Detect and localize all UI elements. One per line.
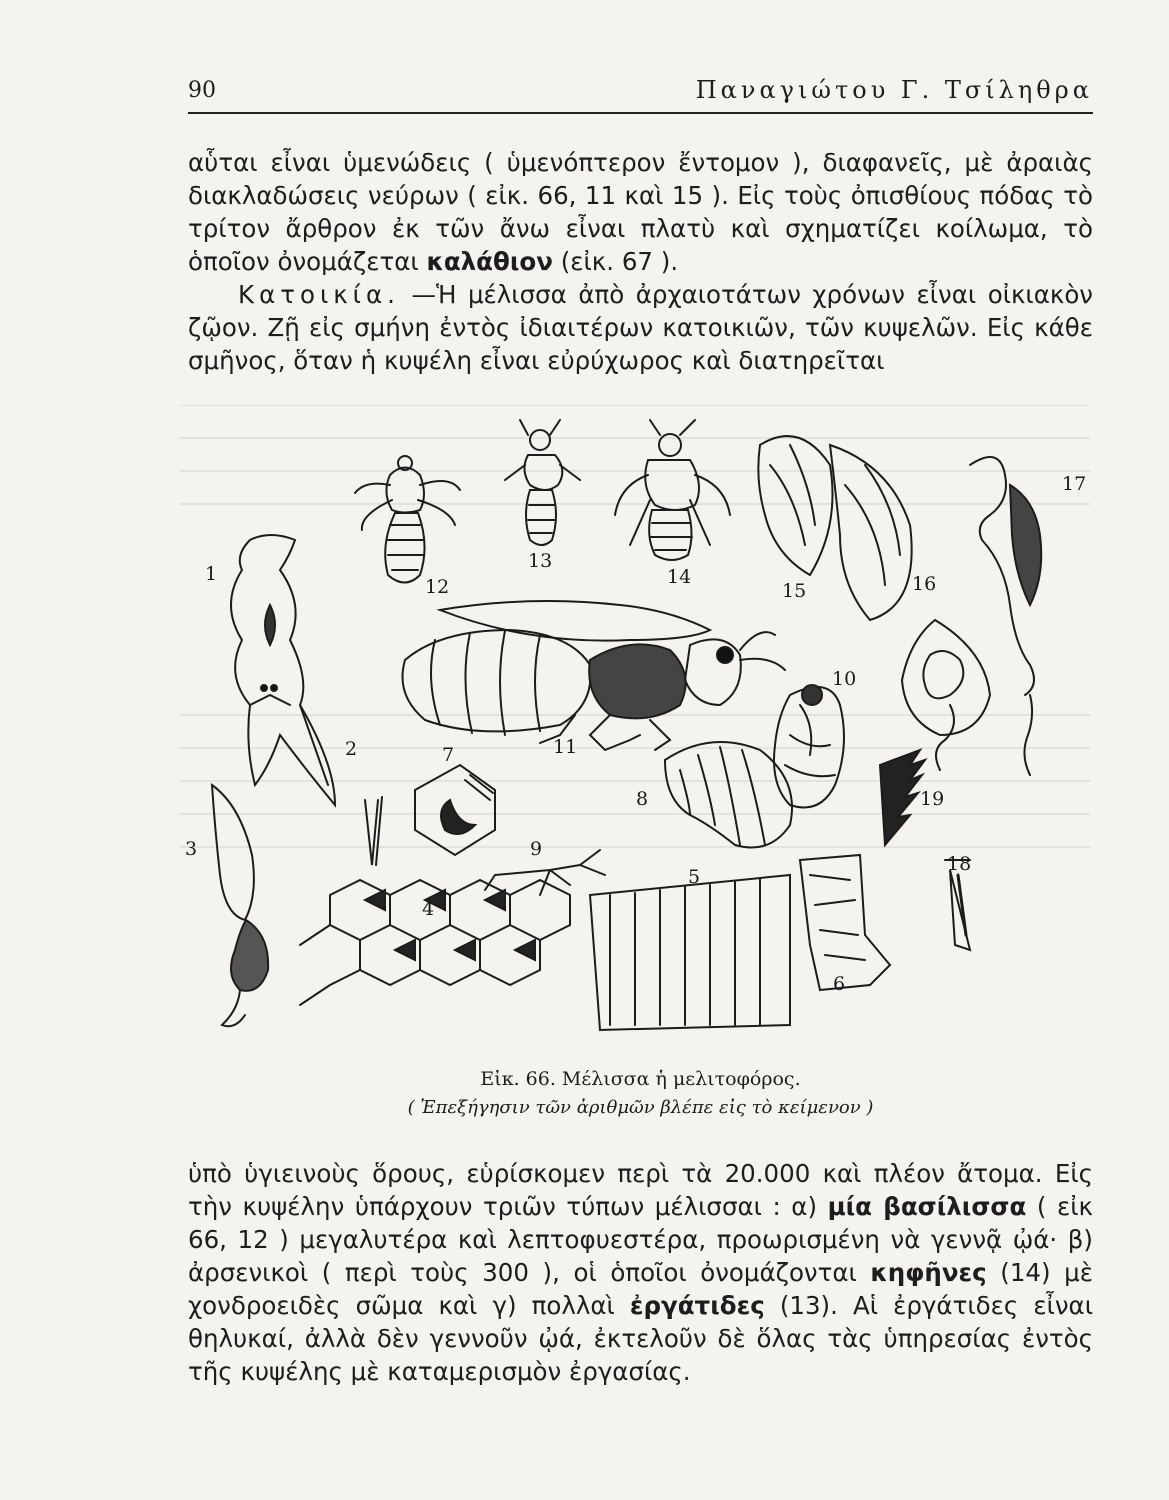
section-heading-katoikia: Κατοικία.	[238, 280, 400, 309]
figure-caption: Εἰκ. 66. Μέλισσα ἡ μελιτοφόρος.	[480, 1068, 801, 1090]
page-header	[188, 72, 1093, 112]
drawing-honeycomb-4	[300, 880, 570, 1005]
bold-term-kalathion: καλάθιον	[426, 247, 553, 276]
drawing-drone-14	[615, 420, 730, 560]
text-run: (εἰκ. 67 ).	[552, 247, 679, 276]
bottom-text-block	[188, 1157, 1093, 1388]
figure-label: 13	[528, 550, 553, 572]
drawing-wax-6	[800, 855, 890, 990]
drawing-worker-13	[505, 420, 580, 545]
header-rule	[188, 112, 1093, 114]
bold-term-drones: κηφῆνες	[870, 1258, 987, 1287]
drawing-larva-8	[665, 742, 792, 848]
figure-label: 9	[530, 838, 543, 860]
figure-label: 16	[912, 573, 937, 595]
text-run: αὗται εἶναι ὑμενώδεις ( ὑμενόπτερον ἔντομον ), διαφανεῖς, μὲ ἀραιὰς διακλαδώσεις νεύρων ( εἰκ. 66, 11 καὶ 15 ). Εἰς τοὺς ὀπισθίους πόδας τὸ τρίτον ἄρθρον ἐκ τῶν ἄνω εἶναι πλατὺ καὶ σχηματίζει κοίλωμα, τὸ ὁποῖον ὀνομάζεται	[188, 148, 1093, 276]
drawing-barbs-19	[880, 750, 925, 845]
drawing-bee-side-11	[403, 601, 786, 750]
bold-term-workers: ἐργάτιδες	[629, 1291, 765, 1320]
figure-label: 10	[832, 668, 857, 690]
figure-label: 6	[833, 973, 846, 995]
drawing-hex-cell-7	[415, 765, 495, 855]
text-run: ὑπὸ ὑγιεινοὺς ὅρους, εὑρίσκομεν περὶ τὰ 20.000 καὶ πλέον ἄτομα. Εἰς τὴν κυψέλην ὑπάρχουν τριῶν τύπων μέλισσαι : α)	[188, 1159, 1093, 1221]
figure-label: 18	[947, 853, 972, 875]
page-number: 90	[188, 78, 216, 103]
figure-caption-note: ( Ἐπεξήγησιν τῶν ἀριθμῶν βλέπε εἰς τὸ κείμενον )	[407, 1097, 874, 1118]
running-head: Παναγιώτου Γ. Τσίληθρα	[695, 76, 1093, 104]
figure-label: 4	[422, 898, 435, 920]
figure-label: 7	[442, 744, 455, 766]
top-text-block	[188, 146, 1093, 377]
text-run: ( εἰκ 66, 12 ) μεγαλυτέρα καὶ λεπτοφυεστέρα, προωρισμένη νὰ γεννᾷ ᾠά· β) ἀρσενικοὶ ( περὶ τοὺς 300 ), οἱ ὁποῖοι ὀνομάζονται	[188, 1192, 1093, 1287]
drawing-queen-12	[355, 456, 460, 583]
figure-label: 14	[667, 566, 692, 588]
figure-label: 1	[205, 563, 218, 585]
text-run: (14) μὲ χονδροειδὲς σῶμα καὶ γ) πολλαὶ	[188, 1258, 1093, 1320]
drawing-tract-17	[970, 457, 1041, 775]
drawing-branch-9	[485, 850, 605, 895]
drawing-pupa-10	[774, 685, 844, 808]
figure-label: 5	[688, 866, 701, 888]
paragraph-katoikia	[188, 278, 1093, 377]
text-run: (13). Αἱ ἐργάτιδες εἶναι θηλυκαί, ἀλλὰ δὲν γεννοῦν ᾠά, ἐκτελοῦν δὲ ὅλας τὰς ὑπηρεσίας ἐντὸς τῆς κυψέλης μὲ καταμερισμὸν ἐργασίας.	[188, 1291, 1093, 1386]
drawing-cells-side-5	[590, 875, 790, 1030]
drawing-mouthparts-1	[231, 535, 335, 805]
figure-label: 15	[782, 580, 807, 602]
figure-label: 12	[425, 576, 450, 598]
figure-label: 17	[1062, 473, 1087, 495]
paragraph-wings	[188, 146, 1093, 278]
drawing-hind-leg-3	[212, 785, 268, 1026]
figure-label: 8	[636, 788, 649, 810]
bold-term-queen: μία βασίλισσα	[827, 1192, 1027, 1221]
figure-label: 3	[185, 838, 198, 860]
figure-label: 2	[345, 738, 358, 760]
figure-label: 11	[553, 736, 578, 758]
figure-label: 19	[920, 788, 945, 810]
figure-66-bee-illustration	[150, 405, 1100, 1055]
paragraph-colony	[188, 1157, 1093, 1388]
text-run: —Ἡ μέλισσα ἀπὸ ἀρχαιοτάτων χρόνων εἶναι οἰκιακὸν ζῷον. Ζῇ εἰς σμήνη ἐντὸς ἰδιαιτέρων κατοικιῶν, τῶν κυψελῶν. Εἰς κάθε σμῆνος, ὅταν ἡ κυψέλη εἶναι εὐρύχωρος καὶ διατηρεῖται	[188, 280, 1093, 375]
drawing-sting-2	[365, 797, 382, 865]
